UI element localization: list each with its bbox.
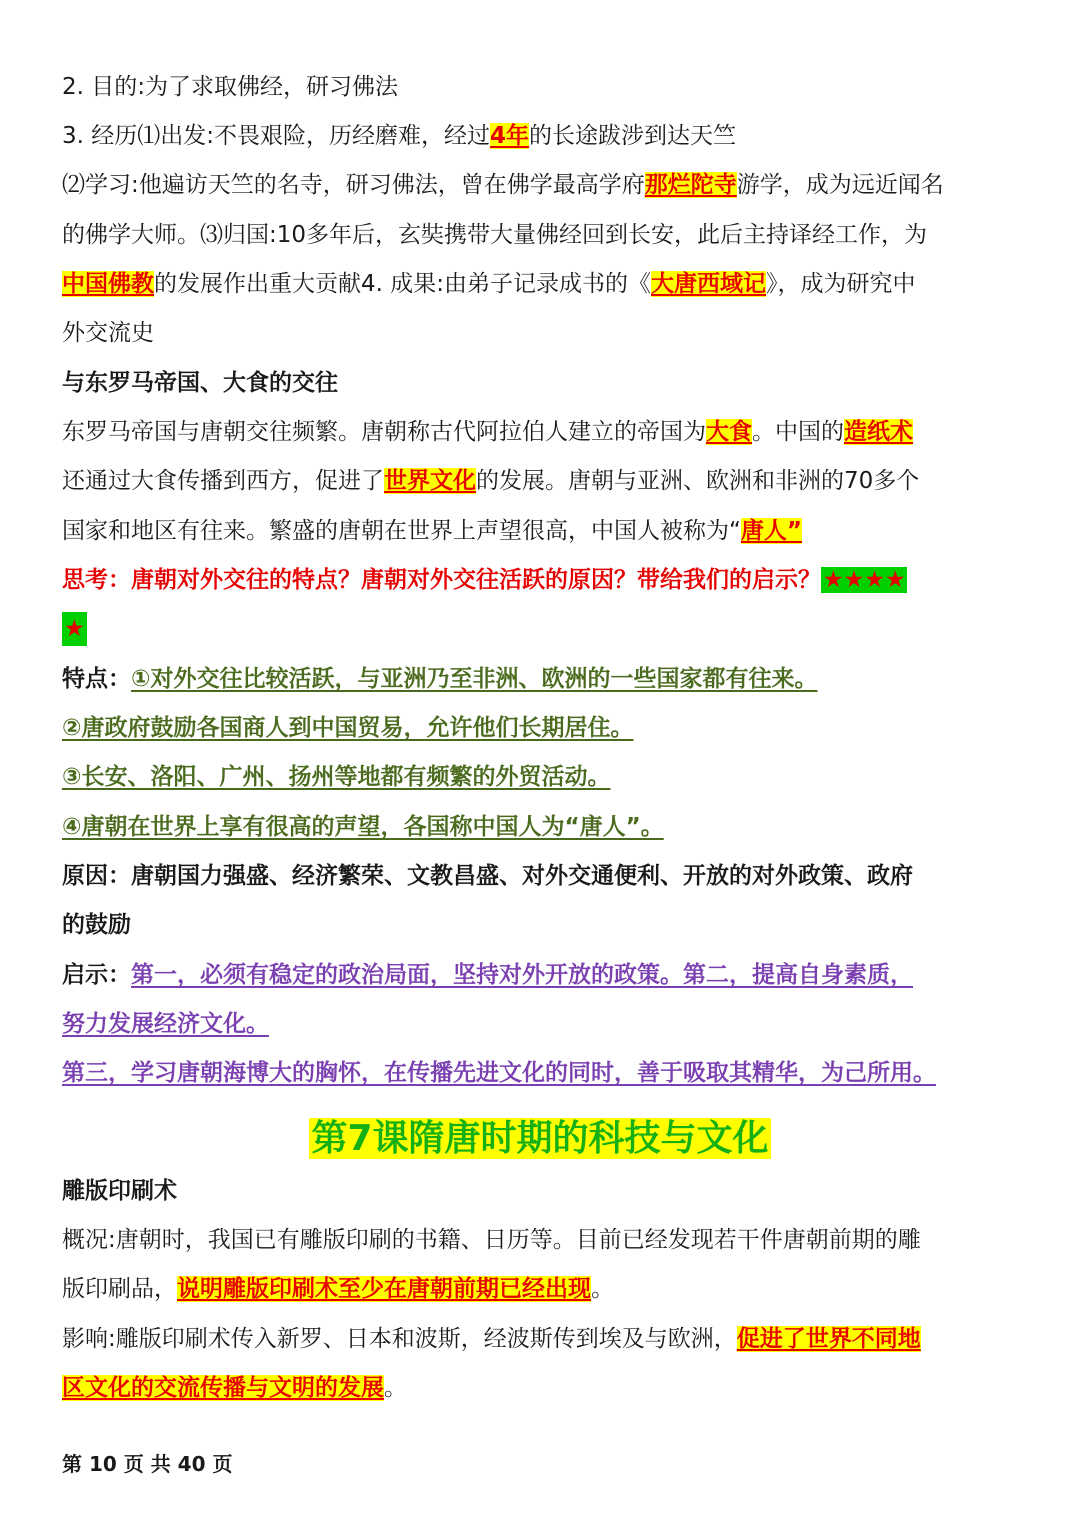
overview-line-2: [62, 1272, 1022, 1306]
inspiration-line-3: [62, 1056, 1022, 1090]
text: 东罗马帝国与唐朝交往频繁。唐朝称古代阿拉伯人建立的帝国为: [62, 419, 706, 445]
purpose-line: [62, 70, 1022, 104]
overview-line: [62, 1223, 1022, 1257]
highlight: 说明雕版印刷术至少在唐朝前期已经出现: [177, 1276, 591, 1302]
text: 还通过大食传播到西方，促进了: [62, 468, 384, 494]
achievement-line: [62, 267, 1022, 301]
feature-text: ②唐政府鼓励各国商人到中国贸易，允许他们长期居住。: [62, 715, 634, 741]
highlight: 促进了世界不同地: [736, 1326, 921, 1352]
text: 的长途跋涉到达天竺: [529, 123, 737, 149]
star-rating: ★★★★: [823, 567, 906, 593]
text: 》，成为研究中: [766, 271, 916, 297]
reasons-line: [62, 859, 1022, 893]
text: 版印刷品，: [62, 1276, 177, 1302]
page-number: 第 10 页 共 40 页: [62, 1452, 233, 1476]
inspiration-line-2: [62, 1007, 1022, 1041]
highlight: 那烂陀寺: [644, 172, 737, 198]
inspiration-text: 努力发展经济文化。: [62, 1011, 269, 1037]
text: 影响:雕版印刷术传入新罗、日本和波斯，经波斯传到埃及与欧洲，: [62, 1326, 737, 1352]
lesson-title-text: 第7课隋唐时期的科技与文化: [311, 1118, 769, 1159]
inspiration-text: 第三，学习唐朝海博大的胸怀，在传播先进文化的同时，善于吸取其精华，为己所用。: [62, 1060, 936, 1086]
section-heading-printing: [62, 1174, 1022, 1208]
text: 2. 目的:为了求取佛经，研习佛法: [62, 74, 399, 100]
text: 的发展作出重大贡献4. 成果:由弟子记录成书的《: [154, 271, 652, 297]
think-line: [62, 563, 1022, 597]
inspiration-text: 第一，必须有稳定的政治局面，坚持对外开放的政策。第二，提高自身素质，: [131, 962, 913, 988]
feature-text: ③长安、洛阳、广州、扬州等地都有频繁的外贸活动。: [62, 764, 611, 790]
reason-text: 的鼓励: [62, 912, 131, 938]
experience-line: [62, 119, 1022, 153]
question-text: 思考：唐朝对外交往的特点？唐朝对外交往活跃的原因？带给我们的启示？: [62, 567, 821, 593]
return-line: [62, 218, 1022, 252]
highlight: 世界文化: [384, 468, 476, 494]
features-line-3: [62, 760, 1022, 794]
tang-people-line: [62, 514, 1022, 548]
highlight: 大食: [706, 419, 752, 445]
heading-text: 与东罗马帝国、大食的交往: [62, 370, 338, 396]
text: 3. 经历⑴出发:不畏艰险，历经磨难，经过: [62, 123, 491, 149]
features-line-1: [62, 662, 1022, 696]
section-heading-exchange: [62, 366, 1022, 400]
features-line-4: [62, 810, 1022, 844]
text: 概况:唐朝时，我国已有雕版印刷的书籍、日历等。目前已经发现若干件唐朝前期的雕: [62, 1227, 921, 1253]
star-line: [62, 612, 1022, 646]
reasons-line-2: [62, 908, 1022, 942]
study-line: [62, 168, 1022, 202]
text: 游学，成为远近闻名: [736, 172, 944, 198]
rome-line: [62, 415, 1022, 449]
label: 启示：: [62, 962, 131, 988]
influence-line-2: [62, 1371, 1022, 1405]
highlight: 区文化的交流传播与文明的发展: [62, 1375, 384, 1401]
text: 。: [591, 1276, 614, 1302]
reason-text: 原因：唐朝国力强盛、经济繁荣、文教昌盛、对外交通便利、开放的对外政策、政府: [62, 863, 913, 889]
text: 。中国的: [752, 419, 844, 445]
feature-text: ④唐朝在世界上享有很高的声望，各国称中国人为“唐人”。: [62, 814, 664, 840]
paper-line: [62, 464, 1022, 498]
text: 。: [384, 1375, 407, 1401]
influence-line: [62, 1322, 1022, 1356]
inspiration-line-1: [62, 958, 1022, 992]
highlight: 中国佛教: [62, 271, 154, 297]
features-line-2: [62, 711, 1022, 745]
text: 外交流史: [62, 320, 154, 346]
text: 的发展。唐朝与亚洲、欧洲和非洲的70多个: [476, 468, 920, 494]
heading-text: 雕版印刷术: [62, 1178, 177, 1204]
history-line: [62, 316, 1022, 350]
feature-text: ①对外交往比较活跃，与亚洲乃至非洲、欧洲的一些国家都有往来。: [131, 666, 818, 692]
highlight: 造纸术: [844, 419, 913, 445]
text: 国家和地区有往来。繁盛的唐朝在世界上声望很高，中国人被称为“: [62, 518, 741, 544]
text: 的佛学大师。⑶归国:10多年后，玄奘携带大量佛经回到长安，此后主持译经工作，为: [62, 222, 928, 248]
star-icon: ★: [62, 612, 87, 646]
lesson-title: [0, 1114, 1080, 1164]
label: 特点：: [62, 666, 131, 692]
highlight: 4年: [490, 123, 530, 149]
text: ⑵学习:他遍访天竺的名寺，研习佛法，曾在佛学最高学府: [62, 172, 645, 198]
highlight: 唐人”: [740, 518, 803, 544]
highlight: 大唐西域记: [651, 271, 767, 297]
